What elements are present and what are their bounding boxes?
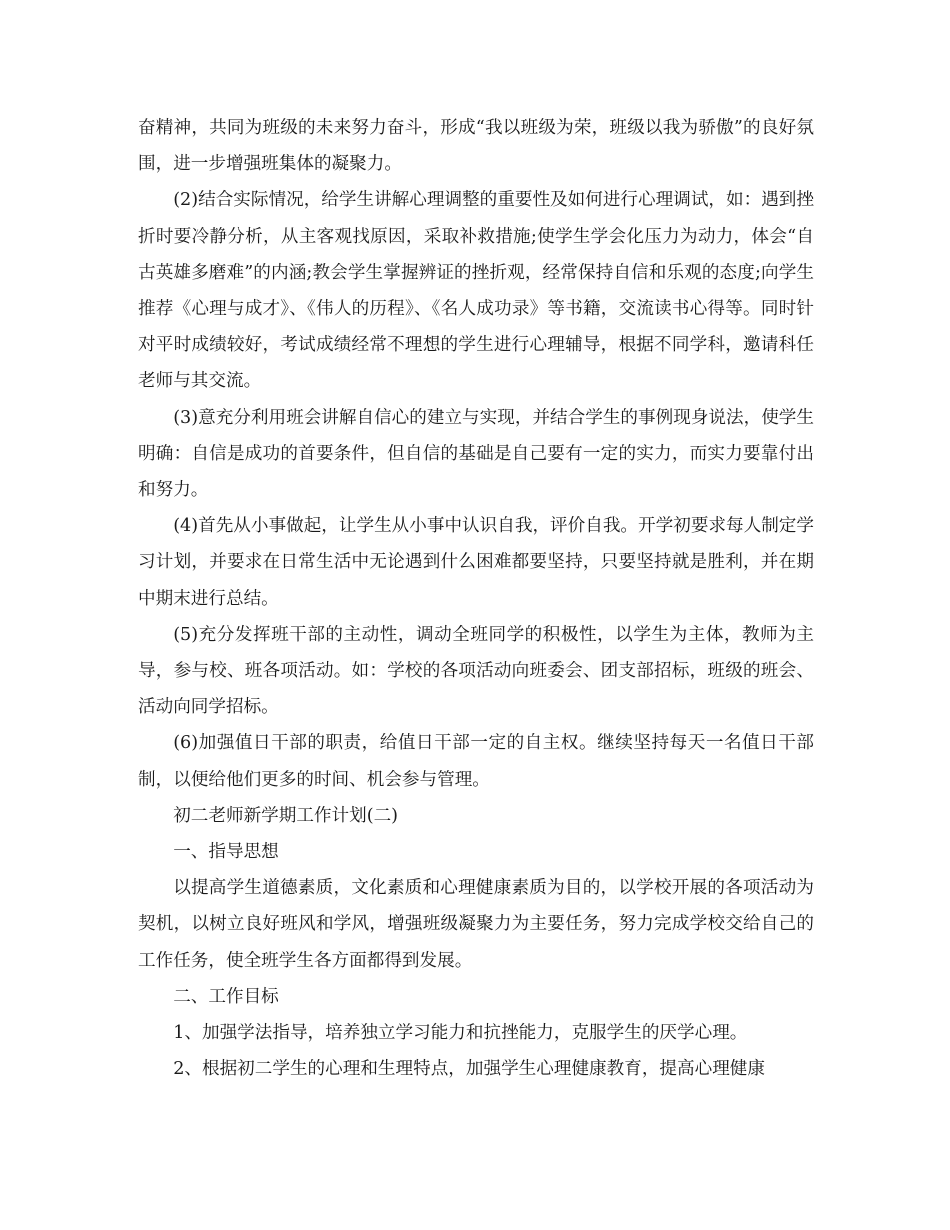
heading-guiding-thought: 一、指导思想 [173, 842, 279, 863]
paragraph-item-5: (5)充分发挥班干部的主动性，调动全班同学的积极性，以学生为主体，教师为主导，参与校、班各项活动。如：学校的各项活动向班委会、团支部招标，班级的班会、活动向同学招标。 [138, 624, 814, 718]
goal-item-2: 2、根据初二学生的心理和生理特点，加强学生心理健康教育，提高心理健康 [173, 1059, 765, 1080]
heading-work-goals: 二、工作目标 [173, 986, 279, 1007]
paragraph-item-6: (6)加强值日干部的职责，给值日干部一定的自主权。继续坚持每天一名值日干部制，以便给他们更多的时间、机会参与管理。 [138, 733, 814, 790]
paragraph-continuation: 奋精神，共同为班级的未来努力奋斗，形成“我以班级为荣，班级以我为骄傲”的良好氛围，进一步增强班集体的凝聚力。 [138, 118, 814, 175]
paragraph-item-2: (2)结合实际情况，给学生讲解心理调整的重要性及如何进行心理调试，如：遇到挫折时要冷静分析，从主客观找原因，采取补救措施;使学生学会化压力为动力，体会“自古英雄多磨难”的内涵;教会学生掌握辨证的挫折观，经常保持自信和乐观的态度;向学生推荐《心理与成才》、《伟人的历程》、《名人成功录》等书籍，交流读书心得等。同时针对平时成绩较好，考试成绩经常不理想的学生进行心理辅导，根据不同学科，邀请科任老师与其交流。 [138, 190, 814, 392]
goal-item-1: 1、加强学法指导，培养独立学习能力和抗挫能力，克服学生的厌学心理。 [173, 1023, 748, 1044]
paragraph-item-3: (3)意充分利用班会讲解自信心的建立与实现，并结合学生的事例现身说法，使学生明确：自信是成功的首要条件，但自信的基础是自己要有一定的实力，而实力要靠付出和努力。 [138, 407, 814, 501]
section-title: 初二老师新学期工作计划(二) [173, 805, 399, 826]
paragraph-guiding-thought: 以提高学生道德素质，文化素质和心理健康素质为目的，以学校开展的各项活动为契机，以树立良好班风和学风，增强班级凝聚力为主要任务，努力完成学校交给自己的工作任务，使全班学生各方面都得到发展。 [138, 878, 814, 971]
document-body [138, 110, 814, 1087]
paragraph-item-4: (4)首先从小事做起，让学生从小事中认识自我，评价自我。开学初要求每人制定学习计划，并要求在日常生活中无论遇到什么困难都要坚持，只要坚持就是胜利，并在期中期末进行总结。 [138, 516, 814, 609]
